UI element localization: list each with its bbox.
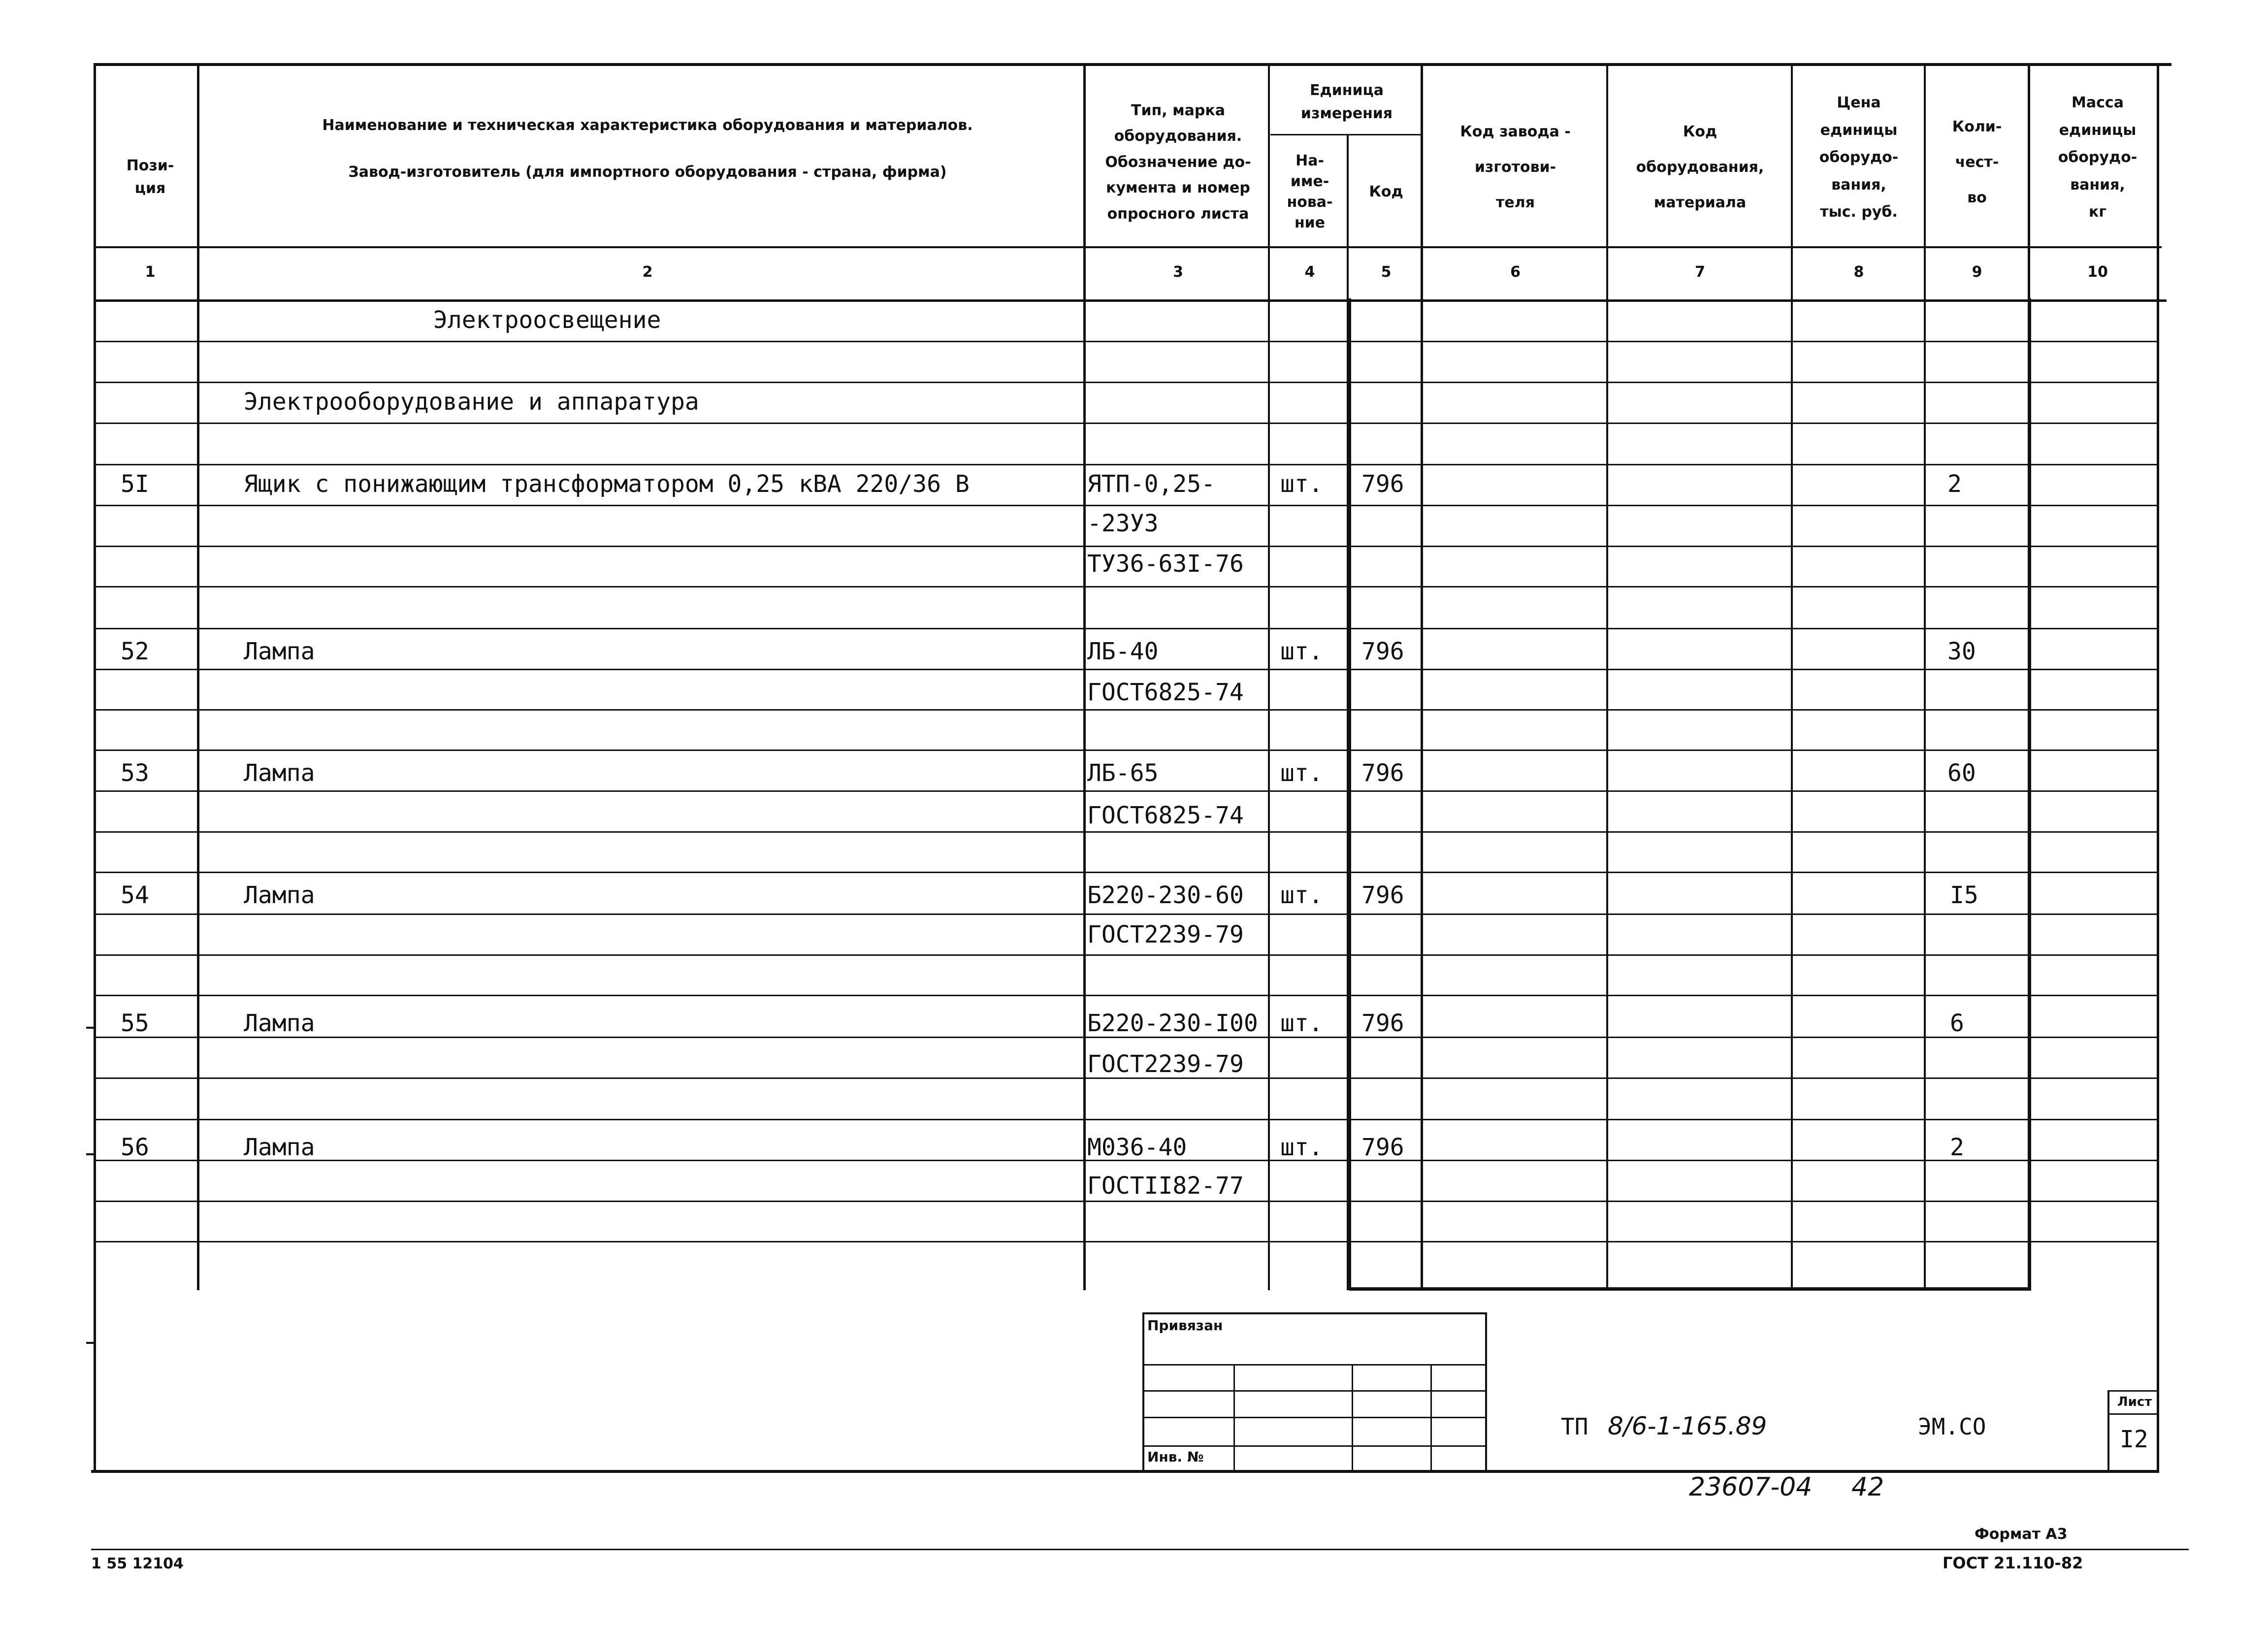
- row-type-line: Б220-230-I00: [1087, 1010, 1258, 1037]
- row-unit: шт.: [1280, 759, 1323, 787]
- row-type-line: ЛБ-65: [1087, 759, 1159, 787]
- row-unit: шт.: [1280, 1010, 1323, 1037]
- header-col5: Код: [1369, 183, 1403, 200]
- row-code: 796: [1361, 881, 1404, 909]
- colnum-3: 3: [1173, 263, 1183, 281]
- row-type-line: -23У3: [1087, 510, 1159, 537]
- header-col9: Коли- чест- во: [1952, 118, 2002, 206]
- row-type-line: Б220-230-60: [1087, 881, 1244, 909]
- row-unit: шт.: [1280, 881, 1323, 909]
- colnum-10: 10: [2087, 263, 2108, 281]
- footer-left-code: 1 55 12104: [91, 1555, 184, 1572]
- row-position: 56: [121, 1134, 149, 1161]
- footer-gost: ГОСТ 21.110-82: [1943, 1554, 2083, 1572]
- row-divider: [96, 669, 2158, 670]
- row-qty: 2: [1950, 1134, 1964, 1161]
- row-code: 796: [1361, 759, 1404, 787]
- row-type-line: М036-40: [1087, 1134, 1187, 1161]
- colnum-9: 9: [1972, 263, 1982, 281]
- row-unit: шт.: [1280, 1134, 1323, 1161]
- row-divider: [96, 995, 2158, 996]
- row-code: 796: [1361, 1134, 1404, 1161]
- row-type-line: ГОСТ2239-79: [1087, 921, 1244, 948]
- header-col8: Цена единицы оборудо- вания, тыс. руб.: [1819, 94, 1899, 221]
- row-code: 796: [1361, 1010, 1404, 1037]
- handwritten-number: 23607-04: [1689, 1472, 1813, 1502]
- row-code: 796: [1361, 638, 1404, 665]
- row-qty: 2: [1947, 470, 1962, 498]
- row-position: 52: [121, 638, 149, 665]
- row-position: 5I: [121, 470, 149, 498]
- header-col6: Код завода - изготови- теля: [1460, 123, 1571, 211]
- section-electric-lighting: Электроосвещение: [433, 306, 661, 334]
- row-divider: [96, 546, 2158, 547]
- row-name: Лампа: [244, 759, 315, 787]
- colnum-4: 4: [1304, 263, 1315, 281]
- row-position: 54: [121, 881, 149, 909]
- colnum-8: 8: [1853, 263, 1864, 281]
- colnum-7: 7: [1695, 263, 1705, 281]
- row-divider: [96, 954, 2158, 956]
- row-qty: 60: [1947, 759, 1976, 787]
- row-divider: [96, 464, 2158, 465]
- row-divider: [96, 831, 2158, 833]
- header-col3: Тип, марка оборудования. Обозначение до- кумента и номер опросного листа: [1105, 101, 1251, 223]
- header-col45-group: Единица измерения: [1300, 82, 1393, 122]
- footer-format: Формат А3: [1975, 1526, 2068, 1543]
- header-col4: На- име- нова- ние: [1287, 152, 1333, 231]
- row-code: 796: [1361, 470, 1404, 498]
- row-type-line: ЯТП-0,25-: [1087, 470, 1216, 498]
- stamp-inv-label: Инв. №: [1147, 1449, 1204, 1465]
- row-name: Ящик с понижающим трансформатором 0,25 кВА 220/36 В: [244, 470, 970, 498]
- row-divider: [96, 1241, 2158, 1242]
- stamp-privyazan-label: Привязан: [1147, 1317, 1223, 1334]
- row-divider: [96, 913, 2158, 915]
- row-position: 55: [121, 1010, 149, 1037]
- row-type-line: ГОСТ2239-79: [1087, 1050, 1244, 1078]
- row-name: Лампа: [244, 638, 315, 665]
- header-col10: Масса единицы оборудо- вания, кг: [2058, 94, 2138, 221]
- row-divider: [96, 749, 2158, 751]
- header-col1: Пози- ция: [126, 157, 174, 197]
- row-name: Лампа: [244, 1134, 315, 1161]
- row-qty: 6: [1950, 1010, 1964, 1037]
- colnum-5: 5: [1381, 263, 1392, 281]
- row-divider: [96, 505, 2158, 506]
- colnum-2: 2: [642, 263, 653, 281]
- row-qty: 30: [1947, 638, 1976, 665]
- row-divider: [96, 382, 2158, 383]
- row-type-line: ЛБ-40: [1087, 638, 1159, 665]
- row-type-line: ГОСТ6825-74: [1087, 802, 1244, 829]
- header-col2-line2: Завод-изготовитель (для импортного оборудования - страна, фирма): [348, 163, 947, 181]
- row-divider: [96, 1201, 2158, 1202]
- row-type-line: ТУ36-63I-76: [1087, 550, 1244, 578]
- row-divider: [96, 872, 2158, 873]
- header-col2-line1: Наименование и техническая характеристика оборудования и материалов.: [322, 116, 973, 134]
- row-name: Лампа: [244, 1010, 315, 1037]
- section-equipment: Электрооборудование и аппаратура: [244, 388, 699, 416]
- sheet-number: I2: [2120, 1426, 2148, 1453]
- handwritten-page: 42: [1851, 1472, 1884, 1502]
- doc-prefix: ТП: [1561, 1413, 1588, 1440]
- row-name: Лампа: [244, 881, 315, 909]
- row-divider: [96, 790, 2158, 792]
- doc-mark: ЭМ.СО: [1918, 1413, 1986, 1440]
- row-qty: I5: [1950, 881, 1978, 909]
- row-divider: [96, 341, 2158, 342]
- row-divider: [96, 586, 2158, 587]
- row-type-line: ГОСТ6825-74: [1087, 679, 1244, 706]
- row-unit: шт.: [1280, 470, 1323, 498]
- colnum-6: 6: [1510, 263, 1521, 281]
- colnum-1: 1: [145, 263, 156, 281]
- doc-code: 8/6-1-165.89: [1608, 1412, 1767, 1440]
- row-type-line: ГОСТII82-77: [1087, 1172, 1244, 1200]
- row-unit: шт.: [1280, 638, 1323, 665]
- row-divider: [96, 1119, 2158, 1120]
- row-divider: [96, 628, 2158, 629]
- row-divider: [96, 423, 2158, 424]
- row-position: 53: [121, 759, 149, 787]
- row-divider: [96, 709, 2158, 711]
- sheet-label: Лист: [2117, 1395, 2152, 1409]
- header-col7: Код оборудования, материала: [1636, 123, 1764, 211]
